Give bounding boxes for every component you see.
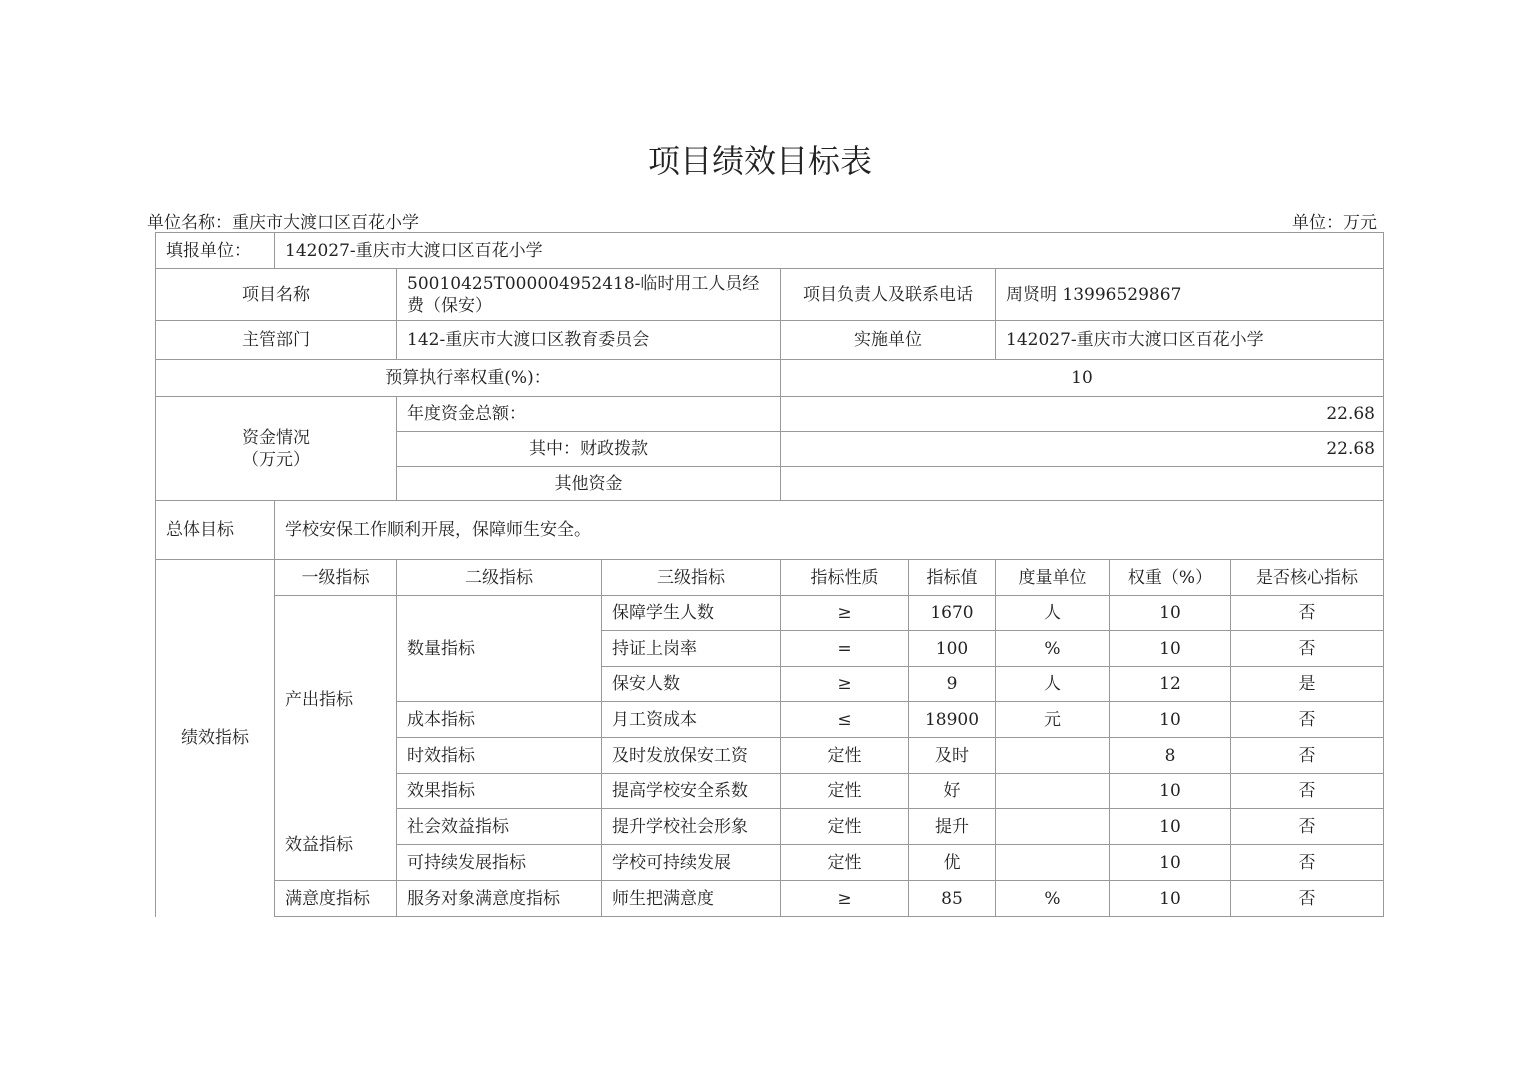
project-name-value: 50010425T000004952418-临时用工人员经费（保安） [397,269,781,321]
level2-timeliness: 时效指标 [397,738,602,774]
level3-cell: 及时发放保安工资 [602,738,781,774]
reporting-unit-label: 填报单位： [156,233,275,269]
indicator-header-row [156,560,1384,596]
level3-cell: 保安人数 [602,667,781,702]
funds-label: 资金情况（万元） [156,397,397,501]
core-cell: 否 [1231,881,1384,917]
annual-total-label: 年度资金总额： [397,397,781,432]
core-cell: 是 [1231,667,1384,702]
weight-cell: 10 [1110,881,1231,917]
weight-cell: 10 [1110,631,1231,667]
header-weight: 权重（%） [1110,560,1231,596]
core-cell: 否 [1231,809,1384,845]
header-level2: 二级指标 [397,560,602,596]
nature-cell: 定性 [781,809,909,845]
nature-cell: = [781,631,909,667]
weight-cell: 10 [1110,702,1231,738]
department-value: 142-重庆市大渡口区教育委员会 [397,321,781,360]
unit-cell [996,809,1110,845]
reporting-unit-value: 142027-重庆市大渡口区百花小学 [275,233,1384,269]
core-cell: 否 [1231,631,1384,667]
unit-cell [996,774,1110,809]
level3-cell: 提高学校安全系数 [602,774,781,809]
page-title: 项目绩效目标表 [647,142,872,180]
table-row [156,881,1384,917]
goal-value: 学校安保工作顺利开展，保障师生安全。 [275,501,1384,560]
goal-label: 总体目标 [156,501,275,560]
level1-benefit: 效益指标 [275,774,397,881]
performance-table [155,232,1384,917]
level3-cell: 月工资成本 [602,702,781,738]
unit-cell: % [996,631,1110,667]
header-nature: 指标性质 [781,560,909,596]
value-cell: 及时 [909,738,996,774]
nature-cell: 定性 [781,845,909,881]
core-cell: 否 [1231,596,1384,631]
core-cell: 否 [1231,738,1384,774]
budget-weight-label: 预算执行率权重(%)： [156,360,781,397]
department-label: 主管部门 [156,321,397,360]
level3-cell: 持证上岗率 [602,631,781,667]
contact-label: 项目负责人及联系电话 [781,269,996,321]
header-unit: 度量单位 [996,560,1110,596]
level1-satisfaction: 满意度指标 [275,881,397,917]
core-cell: 否 [1231,774,1384,809]
table-row [156,596,1384,631]
level2-sustainability: 可持续发展指标 [397,845,602,881]
nature-cell: ≥ [781,881,909,917]
fiscal-value: 22.68 [781,432,1384,467]
nature-cell: ≥ [781,667,909,702]
level2-service-satisfaction: 服务对象满意度指标 [397,881,602,917]
project-name-label: 项目名称 [156,269,397,321]
weight-cell: 10 [1110,774,1231,809]
implementer-value: 142027-重庆市大渡口区百花小学 [996,321,1384,360]
header-level1: 一级指标 [275,560,397,596]
unit-cell: 元 [996,702,1110,738]
header-core: 是否核心指标 [1231,560,1384,596]
value-cell: 100 [909,631,996,667]
weight-cell: 10 [1110,845,1231,881]
level1-output: 产出指标 [275,596,397,774]
nature-cell: 定性 [781,774,909,809]
value-cell: 9 [909,667,996,702]
annual-total-value: 22.68 [781,397,1384,432]
level3-cell: 师生把满意度 [602,881,781,917]
unit-cell [996,738,1110,774]
level2-effect: 效果指标 [397,774,602,809]
table-row [156,774,1384,809]
core-cell: 否 [1231,845,1384,881]
other-funds-label: 其他资金 [397,467,781,501]
nature-cell: 定性 [781,738,909,774]
level2-quantity: 数量指标 [397,596,602,702]
implementer-label: 实施单位 [781,321,996,360]
level3-cell: 提升学校社会形象 [602,809,781,845]
unit-name: 单位名称：重庆市大渡口区百花小学 [147,213,419,233]
budget-weight-value: 10 [781,360,1384,397]
weight-cell: 10 [1110,809,1231,845]
weight-cell: 8 [1110,738,1231,774]
unit-cell: % [996,881,1110,917]
nature-cell: ≤ [781,702,909,738]
value-cell: 85 [909,881,996,917]
header-value: 指标值 [909,560,996,596]
header-level3: 三级指标 [602,560,781,596]
currency-unit: 单位：万元 [1292,213,1377,233]
level2-cost: 成本指标 [397,702,602,738]
nature-cell: ≥ [781,596,909,631]
weight-cell: 10 [1110,596,1231,631]
contact-value: 周贤明 13996529867 [996,269,1384,321]
weight-cell: 12 [1110,667,1231,702]
level3-cell: 学校可持续发展 [602,845,781,881]
level2-social: 社会效益指标 [397,809,602,845]
value-cell: 好 [909,774,996,809]
value-cell: 提升 [909,809,996,845]
level3-cell: 保障学生人数 [602,596,781,631]
value-cell: 18900 [909,702,996,738]
core-cell: 否 [1231,702,1384,738]
fiscal-label: 其中：财政拨款 [397,432,781,467]
unit-cell: 人 [996,667,1110,702]
indicators-section-label: 绩效指标 [156,560,275,917]
unit-cell: 人 [996,596,1110,631]
other-funds-value [781,467,1384,501]
unit-cell [996,845,1110,881]
value-cell: 1670 [909,596,996,631]
value-cell: 优 [909,845,996,881]
